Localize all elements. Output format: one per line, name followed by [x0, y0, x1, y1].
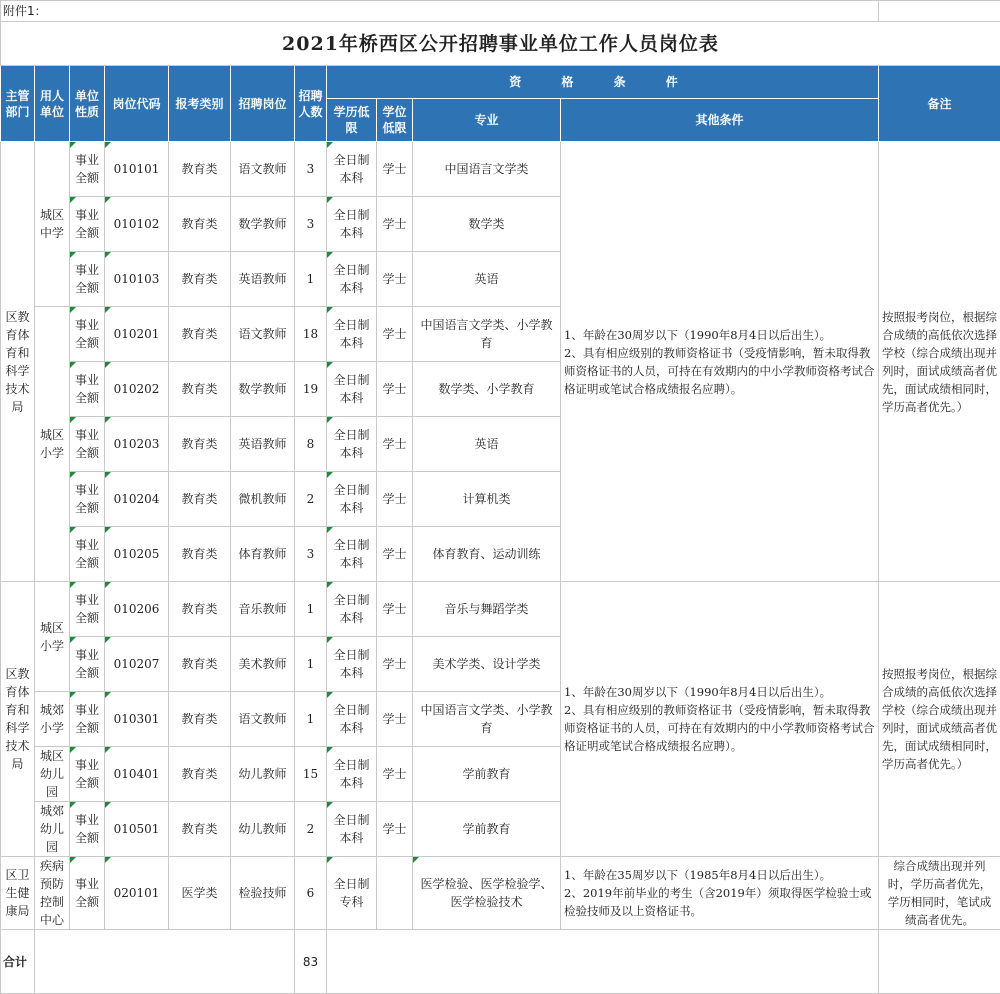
major-cell[interactable]: 美术学类、设计学类 [413, 637, 561, 692]
edu-cell[interactable]: 全日制本科 [327, 582, 377, 637]
code-cell[interactable]: 020101 [105, 857, 169, 930]
dept-cell[interactable]: 区教育体育和科学技术局 [1, 582, 35, 857]
table-row [1, 857, 1000, 930]
count-cell[interactable]: 1 [295, 692, 327, 747]
header-qualifications[interactable]: 资 格 条 件 [327, 66, 879, 99]
edu-cell[interactable]: 全日制本科 [327, 472, 377, 527]
count-cell[interactable]: 2 [295, 472, 327, 527]
count-cell[interactable]: 1 [295, 252, 327, 307]
count-cell[interactable]: 15 [295, 747, 327, 802]
code-cell[interactable]: 010102 [105, 197, 169, 252]
nature-cell[interactable]: 事业全额 [70, 252, 105, 307]
empty-cell[interactable] [879, 930, 1000, 994]
degree-cell[interactable]: 学士 [377, 527, 413, 582]
position-cell[interactable]: 音乐教师 [231, 582, 295, 637]
degree-cell[interactable]: 学士 [377, 417, 413, 472]
nature-cell[interactable]: 事业全额 [70, 307, 105, 362]
code-cell[interactable]: 010501 [105, 802, 169, 857]
major-cell[interactable]: 学前教育 [413, 802, 561, 857]
position-cell[interactable]: 语文教师 [231, 142, 295, 197]
major-cell[interactable]: 英语 [413, 252, 561, 307]
major-cell[interactable]: 医学检验、医学检验学、医学检验技术 [413, 857, 561, 930]
position-cell[interactable]: 语文教师 [231, 307, 295, 362]
edu-cell[interactable]: 全日制本科 [327, 692, 377, 747]
nature-cell[interactable]: 事业全额 [70, 637, 105, 692]
position-cell[interactable]: 体育教师 [231, 527, 295, 582]
header-degree[interactable]: 学位低限 [377, 99, 413, 142]
major-cell[interactable]: 体育教育、运动训练 [413, 527, 561, 582]
code-cell[interactable]: 010401 [105, 747, 169, 802]
table-row [1, 142, 1000, 197]
major-cell[interactable]: 计算机类 [413, 472, 561, 527]
nature-cell[interactable]: 事业全额 [70, 857, 105, 930]
major-cell[interactable]: 音乐与舞蹈学类 [413, 582, 561, 637]
nature-cell[interactable]: 事业全额 [70, 527, 105, 582]
edu-cell[interactable]: 全日制本科 [327, 252, 377, 307]
code-cell[interactable]: 010207 [105, 637, 169, 692]
category-cell[interactable]: 教育类 [169, 582, 231, 637]
header-position[interactable]: 招聘岗位 [231, 66, 295, 142]
position-cell[interactable]: 幼儿教师 [231, 747, 295, 802]
header-dept[interactable]: 主管部门 [1, 66, 35, 142]
degree-cell[interactable]: 学士 [377, 142, 413, 197]
dept-cell[interactable]: 区卫生健康局 [1, 857, 35, 930]
degree-cell[interactable]: 学士 [377, 362, 413, 417]
empty-cell[interactable] [879, 1, 1000, 22]
count-cell[interactable]: 18 [295, 307, 327, 362]
code-cell[interactable]: 010202 [105, 362, 169, 417]
other-conditions-cell[interactable]: 1、年龄在30周岁以下（1990年8月4日以后出生）。 2、具有相应级别的教师资格证书（受疫情影响，暂未取得教师资格证书的人员，可持在有效期内的中小学教师资格考试合格证明或笔试合格成绩报名应聘）。 [561, 582, 879, 857]
major-cell[interactable]: 中国语言文学类、小学教育 [413, 692, 561, 747]
total-row [1, 930, 1000, 994]
category-cell[interactable]: 教育类 [169, 362, 231, 417]
footnote: 附件1： [1, 1, 879, 22]
edu-cell[interactable]: 全日制本科 [327, 307, 377, 362]
count-cell[interactable]: 3 [295, 527, 327, 582]
degree-cell[interactable]: 学士 [377, 252, 413, 307]
nature-cell[interactable]: 事业全额 [70, 417, 105, 472]
remarks-cell[interactable]: 按照报考岗位，根据综合成绩的高低依次选择学校（综合成绩出现并列时，面试成绩高者优先，面试成绩相同时，学历高者优先。） [879, 582, 1000, 857]
edu-cell[interactable]: 全日制本科 [327, 802, 377, 857]
major-cell[interactable]: 数学类、小学教育 [413, 362, 561, 417]
position-cell[interactable]: 幼儿教师 [231, 802, 295, 857]
count-cell[interactable]: 8 [295, 417, 327, 472]
position-cell[interactable]: 语文教师 [231, 692, 295, 747]
category-cell[interactable]: 医学类 [169, 857, 231, 930]
degree-cell[interactable]: 学士 [377, 582, 413, 637]
degree-cell[interactable]: 学士 [377, 637, 413, 692]
position-cell[interactable]: 微机教师 [231, 472, 295, 527]
edu-cell[interactable]: 全日制本科 [327, 197, 377, 252]
major-cell[interactable]: 英语 [413, 417, 561, 472]
position-cell[interactable]: 英语教师 [231, 252, 295, 307]
unit-cell[interactable]: 城区小学 [35, 582, 70, 692]
major-cell[interactable]: 中国语言文学类 [413, 142, 561, 197]
edu-cell[interactable]: 全日制本科 [327, 637, 377, 692]
degree-cell[interactable]: 学士 [377, 472, 413, 527]
position-cell[interactable]: 英语教师 [231, 417, 295, 472]
code-cell[interactable]: 010203 [105, 417, 169, 472]
table-row [1, 582, 1000, 637]
category-cell[interactable]: 教育类 [169, 527, 231, 582]
page-title: 2021年桥西区公开招聘事业单位工作人员岗位表 [1, 22, 1000, 66]
edu-cell[interactable]: 全日制本科 [327, 747, 377, 802]
code-cell[interactable]: 010103 [105, 252, 169, 307]
position-cell[interactable]: 检验技师 [231, 857, 295, 930]
code-cell[interactable]: 010205 [105, 527, 169, 582]
other-conditions-cell[interactable]: 1、年龄在35周岁以下（1985年8月4日以后出生）。 2、2019年前毕业的考生（含2019年）须取得医学检验士或检验技师及以上资格证书。 [561, 857, 879, 930]
unit-cell[interactable]: 城郊幼儿园 [35, 802, 70, 857]
header-remarks[interactable]: 备注 [879, 66, 1000, 142]
other-conditions-cell[interactable]: 1、年龄在30周岁以下（1990年8月4日以后出生）。 2、具有相应级别的教师资格证书（受疫情影响，暂未取得教师资格证书的人员，可持在有效期内的中小学教师资格考试合格证明或笔试合格成绩报名应聘）。 [561, 142, 879, 582]
position-cell[interactable]: 数学教师 [231, 197, 295, 252]
category-cell[interactable]: 教育类 [169, 197, 231, 252]
position-cell[interactable]: 数学教师 [231, 362, 295, 417]
unit-cell[interactable]: 疾病预防控制中心 [35, 857, 70, 930]
code-cell[interactable]: 010204 [105, 472, 169, 527]
header-category[interactable]: 报考类别 [169, 66, 231, 142]
category-cell[interactable]: 教育类 [169, 252, 231, 307]
count-cell[interactable]: 1 [295, 582, 327, 637]
count-cell[interactable]: 3 [295, 197, 327, 252]
unit-cell[interactable]: 城郊小学 [35, 692, 70, 747]
nature-cell[interactable]: 事业全额 [70, 582, 105, 637]
code-cell[interactable]: 010301 [105, 692, 169, 747]
remarks-cell[interactable]: 综合成绩出现并列时，学历高者优先，学历相同时，笔试成绩高者优先。 [879, 857, 1000, 930]
header-unit[interactable]: 用人单位 [35, 66, 70, 142]
edu-cell[interactable]: 全日制本科 [327, 527, 377, 582]
degree-cell[interactable] [377, 857, 413, 930]
degree-cell[interactable]: 学士 [377, 197, 413, 252]
nature-cell[interactable]: 事业全额 [70, 747, 105, 802]
degree-cell[interactable]: 学士 [377, 802, 413, 857]
code-cell[interactable]: 010201 [105, 307, 169, 362]
nature-cell[interactable]: 事业全额 [70, 197, 105, 252]
degree-cell[interactable]: 学士 [377, 307, 413, 362]
count-cell[interactable]: 2 [295, 802, 327, 857]
category-cell[interactable]: 教育类 [169, 307, 231, 362]
nature-cell[interactable]: 事业全额 [70, 142, 105, 197]
category-cell[interactable]: 教育类 [169, 692, 231, 747]
major-cell[interactable]: 数学类 [413, 197, 561, 252]
edu-cell[interactable]: 全日制本科 [327, 362, 377, 417]
total-count[interactable]: 83 [295, 930, 327, 994]
category-cell[interactable]: 教育类 [169, 472, 231, 527]
major-cell[interactable]: 中国语言文学类、小学教育 [413, 307, 561, 362]
count-cell[interactable]: 6 [295, 857, 327, 930]
unit-cell[interactable]: 城区幼儿园 [35, 747, 70, 802]
empty-cell[interactable] [35, 930, 295, 994]
header-code[interactable]: 岗位代码 [105, 66, 169, 142]
code-cell[interactable]: 010206 [105, 582, 169, 637]
position-cell[interactable]: 美术教师 [231, 637, 295, 692]
count-cell[interactable]: 19 [295, 362, 327, 417]
header-nature[interactable]: 单位性质 [70, 66, 105, 142]
nature-cell[interactable]: 事业全额 [70, 692, 105, 747]
edu-cell[interactable]: 全日制本科 [327, 142, 377, 197]
remarks-cell[interactable]: 按照报考岗位，根据综合成绩的高低依次选择学校（综合成绩出现并列时，面试成绩高者优先，面试成绩相同时，学历高者优先。） [879, 142, 1000, 582]
empty-cell[interactable] [327, 930, 879, 994]
degree-cell[interactable]: 学士 [377, 692, 413, 747]
edu-cell[interactable]: 全日制专科 [327, 857, 377, 930]
nature-cell[interactable]: 事业全额 [70, 802, 105, 857]
major-cell[interactable]: 学前教育 [413, 747, 561, 802]
category-cell[interactable]: 教育类 [169, 142, 231, 197]
category-cell[interactable]: 教育类 [169, 747, 231, 802]
nature-cell[interactable]: 事业全额 [70, 472, 105, 527]
code-cell[interactable]: 010101 [105, 142, 169, 197]
header-other[interactable]: 其他条件 [561, 99, 879, 142]
unit-cell[interactable]: 城区中学 [35, 142, 70, 307]
total-label[interactable]: 合计 [1, 930, 35, 994]
count-cell[interactable]: 1 [295, 637, 327, 692]
unit-cell[interactable]: 城区小学 [35, 307, 70, 582]
category-cell[interactable]: 教育类 [169, 802, 231, 857]
degree-cell[interactable]: 学士 [377, 747, 413, 802]
header-count[interactable]: 招聘人数 [295, 66, 327, 142]
count-cell[interactable]: 3 [295, 142, 327, 197]
category-cell[interactable]: 教育类 [169, 417, 231, 472]
nature-cell[interactable]: 事业全额 [70, 362, 105, 417]
edu-cell[interactable]: 全日制本科 [327, 417, 377, 472]
header-major[interactable]: 专业 [413, 99, 561, 142]
header-edu[interactable]: 学历低限 [327, 99, 377, 142]
category-cell[interactable]: 教育类 [169, 637, 231, 692]
dept-cell[interactable]: 区教育体育和科学技术局 [1, 142, 35, 582]
